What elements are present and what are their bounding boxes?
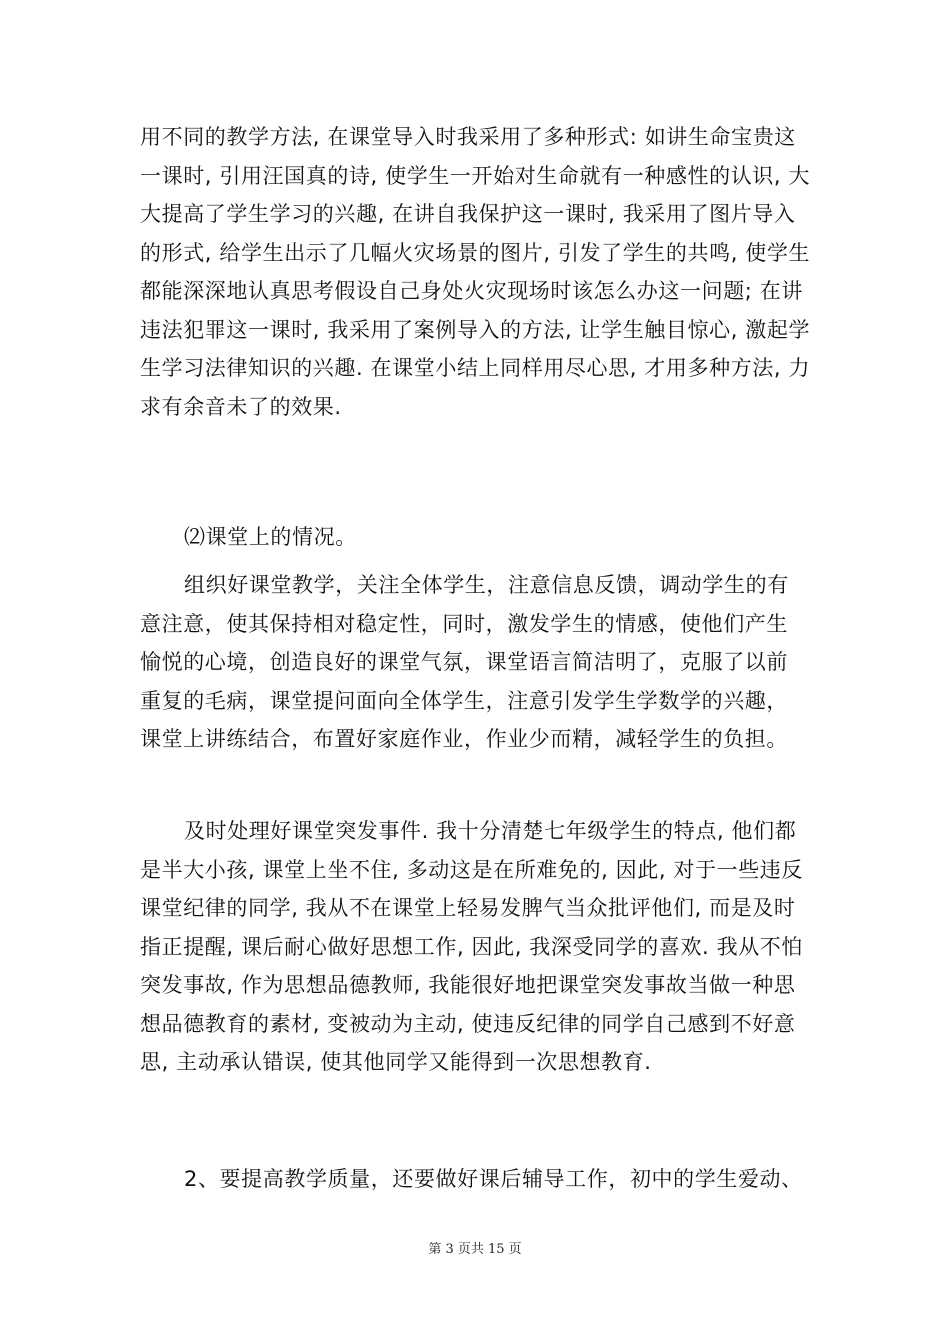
text-line: 意注意，使其保持相对稳定性，同时，激发学生的情感，使他们产生 [140,611,788,636]
text-line: 愉悦的心境，创造良好的课堂气氛，课堂语言简洁明了，克服了以前 [140,650,788,674]
text-line: 组织好课堂教学，关注全体学生，注意信息反馈，调动学生的有 [184,573,789,597]
text-line: 都能深深地认真思考假设自己身处火灾现场时该怎么办这一问题; 在讲 [140,279,803,303]
text-line: 是半大小孩, 课堂上坐不住, 多动这是在所难免的, 因此, 对于一些违反 [140,857,803,882]
text-line: 课堂纪律的同学, 我从不在课堂上轻易发脾气当众批评他们, 而是及时 [140,896,796,920]
text-line: 及时处理好课堂突发事件. 我十分清楚七年级学生的特点, 他们都 [184,819,797,843]
text-line: 求有余音未了的效果. [140,394,342,419]
text-line: 重复的毛病，课堂提问面向全体学生，注意引发学生学数学的兴趣， [140,688,788,713]
text-line: 违法犯罪这一课时, 我采用了案例导入的方法, 让学生触目惊心, 激起学 [140,317,811,342]
section-heading: ⑵课堂上的情况。 [184,525,357,549]
text-line: 指正提醒, 课后耐心做好思想工作, 因此, 我深受同学的喜欢. 我从不怕 [140,934,803,959]
text-line: 课堂上讲练结合，布置好家庭作业，作业少而精，减轻学生的负担。 [140,727,788,751]
text-line: 思, 主动承认错误, 使其他同学又能得到一次思想教育. [140,1050,652,1074]
text-line: 生学习法律知识的兴趣. 在课堂小结上同样用尽心思, 才用多种方法, 力 [140,356,811,380]
text-line: 突发事故, 作为思想品德教师, 我能很好地把课堂突发事故当做一种思 [140,973,796,997]
page-number-footer: 第 3 页共 15 页 [428,1242,522,1257]
text-line: 用不同的教学方法, 在课堂导入时我采用了多种形式: 如讲生命宝贵这 [140,125,796,149]
paragraph-after-class [140,1160,840,1199]
paragraph-lesson-intro [140,118,840,426]
section-heading-classroom [140,518,840,557]
text-line: 的形式, 给学生出示了几幅火灾场景的图片, 引发了学生的共鸣, 使学生 [140,240,811,265]
text-line: 想品德教育的素材, 变被动为主动, 使违反纪律的同学自己感到不好意 [140,1011,796,1036]
paragraph-classroom-incidents [140,812,840,1082]
text-line: 2、要提高教学质量，还要做好课后辅导工作，初中的学生爱动、 [184,1167,803,1191]
text-line: 一课时, 引用汪国真的诗, 使学生一开始对生命就有一种感性的认识, 大 [140,163,811,188]
text-line: 大提高了学生学习的兴趣, 在讲自我保护这一课时, 我采用了图片导入 [140,202,796,226]
paragraph-classroom-teaching [140,566,840,759]
